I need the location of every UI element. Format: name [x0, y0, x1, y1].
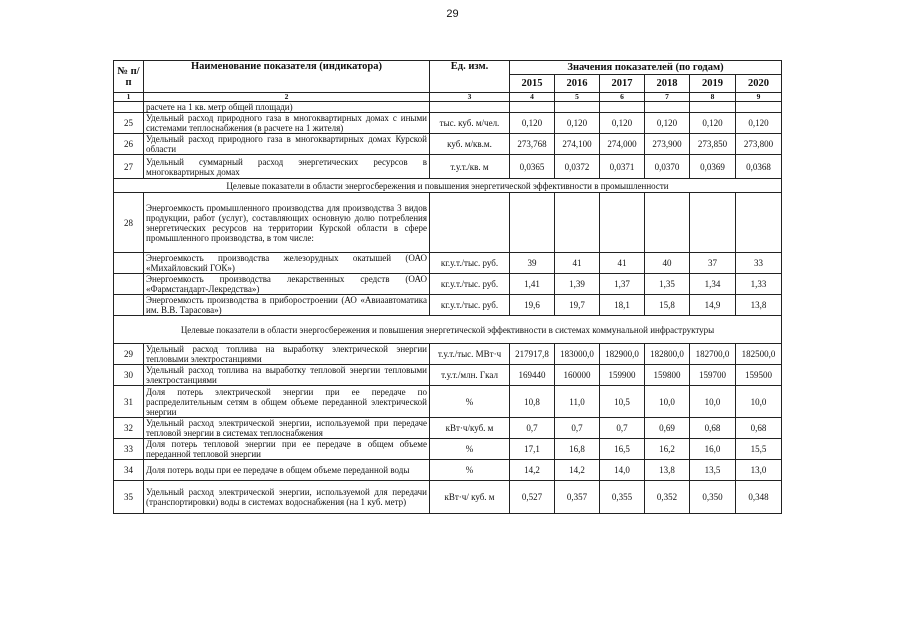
value-cell: 182700,0: [690, 344, 736, 365]
section-heading: Целевые показатели в области энергосбережения и повышения энергетической эффективности в системах коммунальной инфраструктуры: [114, 316, 782, 344]
row-number: [114, 102, 144, 113]
row-number: 34: [114, 460, 144, 481]
header-unit: Ед. изм.: [430, 61, 510, 93]
value-cell: 41: [555, 253, 600, 274]
indicator-name: Удельный расход топлива на выработку электрической энергии тепловыми электростанциями: [144, 344, 430, 365]
value-cell: 0,350: [690, 481, 736, 514]
unit-cell: кг.у.т./тыс. руб.: [430, 274, 510, 295]
value-cell: 0,348: [736, 481, 782, 514]
value-cell: 1,37: [600, 274, 645, 295]
value-cell: [600, 102, 645, 113]
value-cell: 13,8: [736, 295, 782, 316]
table-row: [114, 134, 782, 155]
column-number: 1: [114, 93, 144, 102]
value-cell: 0,120: [510, 113, 555, 134]
row-number: 35: [114, 481, 144, 514]
table-row: [114, 102, 782, 113]
value-cell: 273,800: [736, 134, 782, 155]
unit-cell: кВт·ч/ куб. м: [430, 481, 510, 514]
value-cell: 182500,0: [736, 344, 782, 365]
value-cell: [645, 193, 690, 253]
value-cell: 0,120: [736, 113, 782, 134]
value-cell: 217917,8: [510, 344, 555, 365]
indicator-name: Удельный суммарный расход энергетических ресурсов в многоквартирных домах: [144, 155, 430, 179]
value-cell: 19,6: [510, 295, 555, 316]
indicator-name: Удельный расход природного газа в многоквартирных домах Курской области: [144, 134, 430, 155]
value-cell: 0,120: [690, 113, 736, 134]
unit-cell: тыс. куб. м/чел.: [430, 113, 510, 134]
table-row: [114, 274, 782, 295]
value-cell: 0,120: [555, 113, 600, 134]
value-cell: 15,8: [645, 295, 690, 316]
value-cell: 18,1: [600, 295, 645, 316]
value-cell: 10,5: [600, 386, 645, 418]
table-row: [114, 460, 782, 481]
indicator-name: Удельный расход топлива на выработку тепловой энергии тепловыми электростанциями: [144, 365, 430, 386]
header-year: 2020: [736, 75, 782, 93]
value-cell: 1,39: [555, 274, 600, 295]
table-row: [114, 253, 782, 274]
indicator-name: Энергоемкость промышленного производства для производства 3 видов продукции, работ (услуг), составляющих основную долю потребления энергетических ресурсов на территории Курской области в сфере промышленного производства, в том числе:: [144, 193, 430, 253]
value-cell: 0,120: [645, 113, 690, 134]
table-row: [114, 344, 782, 365]
unit-cell: т.у.т./кв. м: [430, 155, 510, 179]
unit-cell: т.у.т./тыс. МВт·ч: [430, 344, 510, 365]
value-cell: 13,0: [736, 460, 782, 481]
unit-cell: %: [430, 386, 510, 418]
value-cell: 274,000: [600, 134, 645, 155]
indicator-name: Энергоемкость производства в приборостроении (АО «Авиаавтоматика им. В.В. Тарасова»): [144, 295, 430, 316]
value-cell: 10,0: [736, 386, 782, 418]
value-cell: 13,8: [645, 460, 690, 481]
value-cell: 39: [510, 253, 555, 274]
table-row: [114, 386, 782, 418]
value-cell: 0,0371: [600, 155, 645, 179]
value-cell: 19,7: [555, 295, 600, 316]
value-cell: 0,68: [690, 418, 736, 439]
unit-cell: [430, 193, 510, 253]
unit-cell: кВт·ч/куб. м: [430, 418, 510, 439]
header-year: 2017: [600, 75, 645, 93]
value-cell: [555, 102, 600, 113]
value-cell: 0,0369: [690, 155, 736, 179]
value-cell: 159500: [736, 365, 782, 386]
header-no: № п/п: [114, 61, 144, 93]
row-number: 30: [114, 365, 144, 386]
value-cell: 1,35: [645, 274, 690, 295]
unit-cell: т.у.т./млн. Гкал: [430, 365, 510, 386]
value-cell: 0,7: [510, 418, 555, 439]
row-number: [114, 295, 144, 316]
value-cell: 41: [600, 253, 645, 274]
column-number: 6: [600, 93, 645, 102]
table-row: [114, 113, 782, 134]
value-cell: 0,0372: [555, 155, 600, 179]
value-cell: 183000,0: [555, 344, 600, 365]
section-row: [114, 316, 782, 344]
value-cell: [555, 193, 600, 253]
value-cell: 1,41: [510, 274, 555, 295]
table-row: [114, 418, 782, 439]
value-cell: 0,68: [736, 418, 782, 439]
value-cell: 11,0: [555, 386, 600, 418]
indicator-name: Энергоемкость производства лекарственных средств (ОАО «Фармстандарт-Лекредства»): [144, 274, 430, 295]
unit-cell: кг.у.т./тыс. руб.: [430, 295, 510, 316]
value-cell: 14,0: [600, 460, 645, 481]
value-cell: 40: [645, 253, 690, 274]
page-number: 29: [446, 8, 459, 20]
indicators-table: [113, 60, 782, 514]
header-year: 2019: [690, 75, 736, 93]
value-cell: 0,120: [600, 113, 645, 134]
value-cell: 169440: [510, 365, 555, 386]
value-cell: 10,0: [645, 386, 690, 418]
row-number: [114, 274, 144, 295]
value-cell: [690, 193, 736, 253]
header-values: Значения показателей (по годам): [510, 61, 782, 75]
value-cell: 182900,0: [600, 344, 645, 365]
value-cell: 1,34: [690, 274, 736, 295]
value-cell: 159800: [645, 365, 690, 386]
value-cell: 0,355: [600, 481, 645, 514]
value-cell: 273,768: [510, 134, 555, 155]
value-cell: [736, 193, 782, 253]
value-cell: 16,0: [690, 439, 736, 460]
column-number: 4: [510, 93, 555, 102]
value-cell: [510, 193, 555, 253]
value-cell: [690, 102, 736, 113]
column-number: 8: [690, 93, 736, 102]
section-row: [114, 179, 782, 193]
value-cell: 0,7: [555, 418, 600, 439]
column-number-row: [114, 93, 782, 102]
table-row: [114, 155, 782, 179]
unit-cell: кг.у.т./тыс. руб.: [430, 253, 510, 274]
value-cell: [600, 193, 645, 253]
value-cell: 159900: [600, 365, 645, 386]
value-cell: [510, 102, 555, 113]
row-number: [114, 253, 144, 274]
indicator-name: Энергоемкость производства железорудных окатышей (ОАО «Михайловский ГОК»): [144, 253, 430, 274]
value-cell: 1,33: [736, 274, 782, 295]
value-cell: 182800,0: [645, 344, 690, 365]
column-number: 5: [555, 93, 600, 102]
indicator-name: Удельный расход электрической энергии, используемой при передаче тепловой энергии в системах теплоснабжения: [144, 418, 430, 439]
column-number: 2: [144, 93, 430, 102]
header-year: 2018: [645, 75, 690, 93]
column-number: 3: [430, 93, 510, 102]
row-number: 28: [114, 193, 144, 253]
value-cell: 0,0365: [510, 155, 555, 179]
column-number: 9: [736, 93, 782, 102]
row-number: 33: [114, 439, 144, 460]
table-row: [114, 365, 782, 386]
value-cell: 160000: [555, 365, 600, 386]
indicator-name: Удельный расход электрической энергии, используемой для передачи (транспортировки) воды в системах водоснабжения (на 1 куб. метр): [144, 481, 430, 514]
indicator-name: Доля потерь воды при ее передаче в общем объеме переданной воды: [144, 460, 430, 481]
value-cell: 0,0368: [736, 155, 782, 179]
value-cell: [645, 102, 690, 113]
section-heading: Целевые показатели в области энергосбережения и повышения энергетической эффективности в промышленности: [114, 179, 782, 193]
row-number: 27: [114, 155, 144, 179]
value-cell: 15,5: [736, 439, 782, 460]
indicator-name: Доля потерь электрической энергии при ее передаче по распределительным сетям в общем объеме переданной электрической энергии: [144, 386, 430, 418]
value-cell: 17,1: [510, 439, 555, 460]
value-cell: 0,352: [645, 481, 690, 514]
value-cell: 0,7: [600, 418, 645, 439]
unit-cell: %: [430, 439, 510, 460]
value-cell: [736, 102, 782, 113]
value-cell: 14,2: [510, 460, 555, 481]
column-number: 7: [645, 93, 690, 102]
row-number: 31: [114, 386, 144, 418]
value-cell: 10,0: [690, 386, 736, 418]
value-cell: 273,850: [690, 134, 736, 155]
value-cell: 0,69: [645, 418, 690, 439]
indicator-name: расчете на 1 кв. метр общей площади): [144, 102, 430, 113]
value-cell: 13,5: [690, 460, 736, 481]
value-cell: 159700: [690, 365, 736, 386]
header-name: Наименование показателя (индикатора): [144, 61, 430, 93]
row-number: 32: [114, 418, 144, 439]
value-cell: 14,2: [555, 460, 600, 481]
value-cell: 10,8: [510, 386, 555, 418]
value-cell: 33: [736, 253, 782, 274]
value-cell: 274,100: [555, 134, 600, 155]
row-number: 29: [114, 344, 144, 365]
value-cell: 16,2: [645, 439, 690, 460]
unit-cell: %: [430, 460, 510, 481]
value-cell: 16,5: [600, 439, 645, 460]
value-cell: 16,8: [555, 439, 600, 460]
row-number: 25: [114, 113, 144, 134]
table-row: [114, 481, 782, 514]
unit-cell: [430, 102, 510, 113]
header-year: 2015: [510, 75, 555, 93]
row-number: 26: [114, 134, 144, 155]
value-cell: 14,9: [690, 295, 736, 316]
indicator-name: Удельный расход природного газа в многоквартирных домах с иными системами теплоснабжения (в расчете на 1 жителя): [144, 113, 430, 134]
unit-cell: куб. м/кв.м.: [430, 134, 510, 155]
value-cell: 0,0370: [645, 155, 690, 179]
table-row: [114, 295, 782, 316]
table-row: [114, 193, 782, 253]
value-cell: 273,900: [645, 134, 690, 155]
value-cell: 0,527: [510, 481, 555, 514]
table-body: [114, 102, 782, 514]
indicator-name: Доля потерь тепловой энергии при ее передаче в общем объеме переданной тепловой энергии: [144, 439, 430, 460]
value-cell: 37: [690, 253, 736, 274]
header-year: 2016: [555, 75, 600, 93]
table-row: [114, 439, 782, 460]
value-cell: 0,357: [555, 481, 600, 514]
